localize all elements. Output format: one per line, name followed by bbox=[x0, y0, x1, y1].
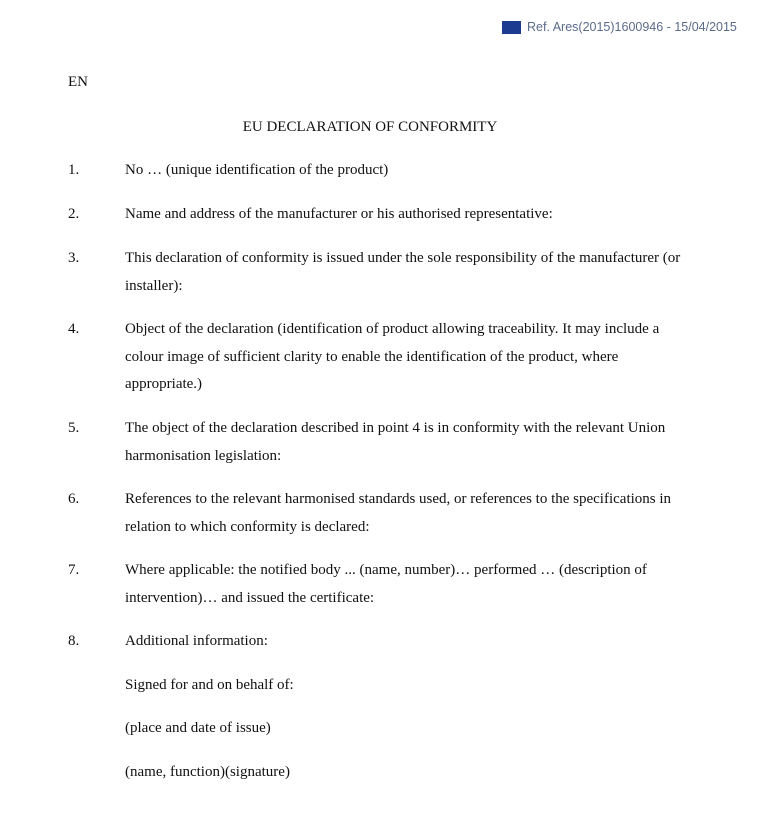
language-code: EN bbox=[68, 74, 88, 90]
signed-for-line: Signed for and on behalf of: bbox=[125, 677, 294, 693]
item-number: 3. bbox=[68, 250, 80, 266]
item-text: Where applicable: the notified body ... (name, number)… performed … (description of intervention)… and issued the certificate: bbox=[125, 562, 647, 606]
item-text: References to the relevant harmonised standards used, or references to the specifications in relation to which conformity is declared: bbox=[125, 491, 672, 535]
item-number: 8. bbox=[68, 633, 80, 649]
item-number: 6. bbox=[68, 491, 80, 507]
item-text: This declaration of conformity is issued under the sole responsibility of the manufacturer (or installer): bbox=[125, 250, 681, 294]
place-date-line: (place and date of issue) bbox=[125, 720, 271, 736]
item-text: The object of the declaration described in point 4 is in conformity with the relevant Union harmonisation legislation: bbox=[125, 420, 666, 464]
item-text: No … (unique identification of the product) bbox=[125, 162, 389, 178]
item-number: 7. bbox=[68, 562, 80, 578]
eu-flag-icon bbox=[502, 21, 521, 34]
item-text: Additional information: bbox=[125, 633, 268, 649]
item-number: 4. bbox=[68, 321, 80, 337]
reference-header bbox=[502, 20, 737, 34]
reference-text: Ref. Ares(2015)1600946 - 15/04/2015 bbox=[527, 20, 737, 34]
item-number: 5. bbox=[68, 420, 80, 436]
item-number: 2. bbox=[68, 206, 80, 222]
item-text: Object of the declaration (identification of product allowing traceability. It may include a colour image of sufficient clarity to enable the identification of the product, where appropriate.) bbox=[125, 321, 660, 392]
page-title: EU DECLARATION OF CONFORMITY bbox=[242, 119, 498, 135]
item-text: Name and address of the manufacturer or his authorised representative: bbox=[125, 206, 553, 222]
item-number: 1. bbox=[68, 162, 80, 178]
name-function-line: (name, function)(signature) bbox=[125, 764, 290, 780]
